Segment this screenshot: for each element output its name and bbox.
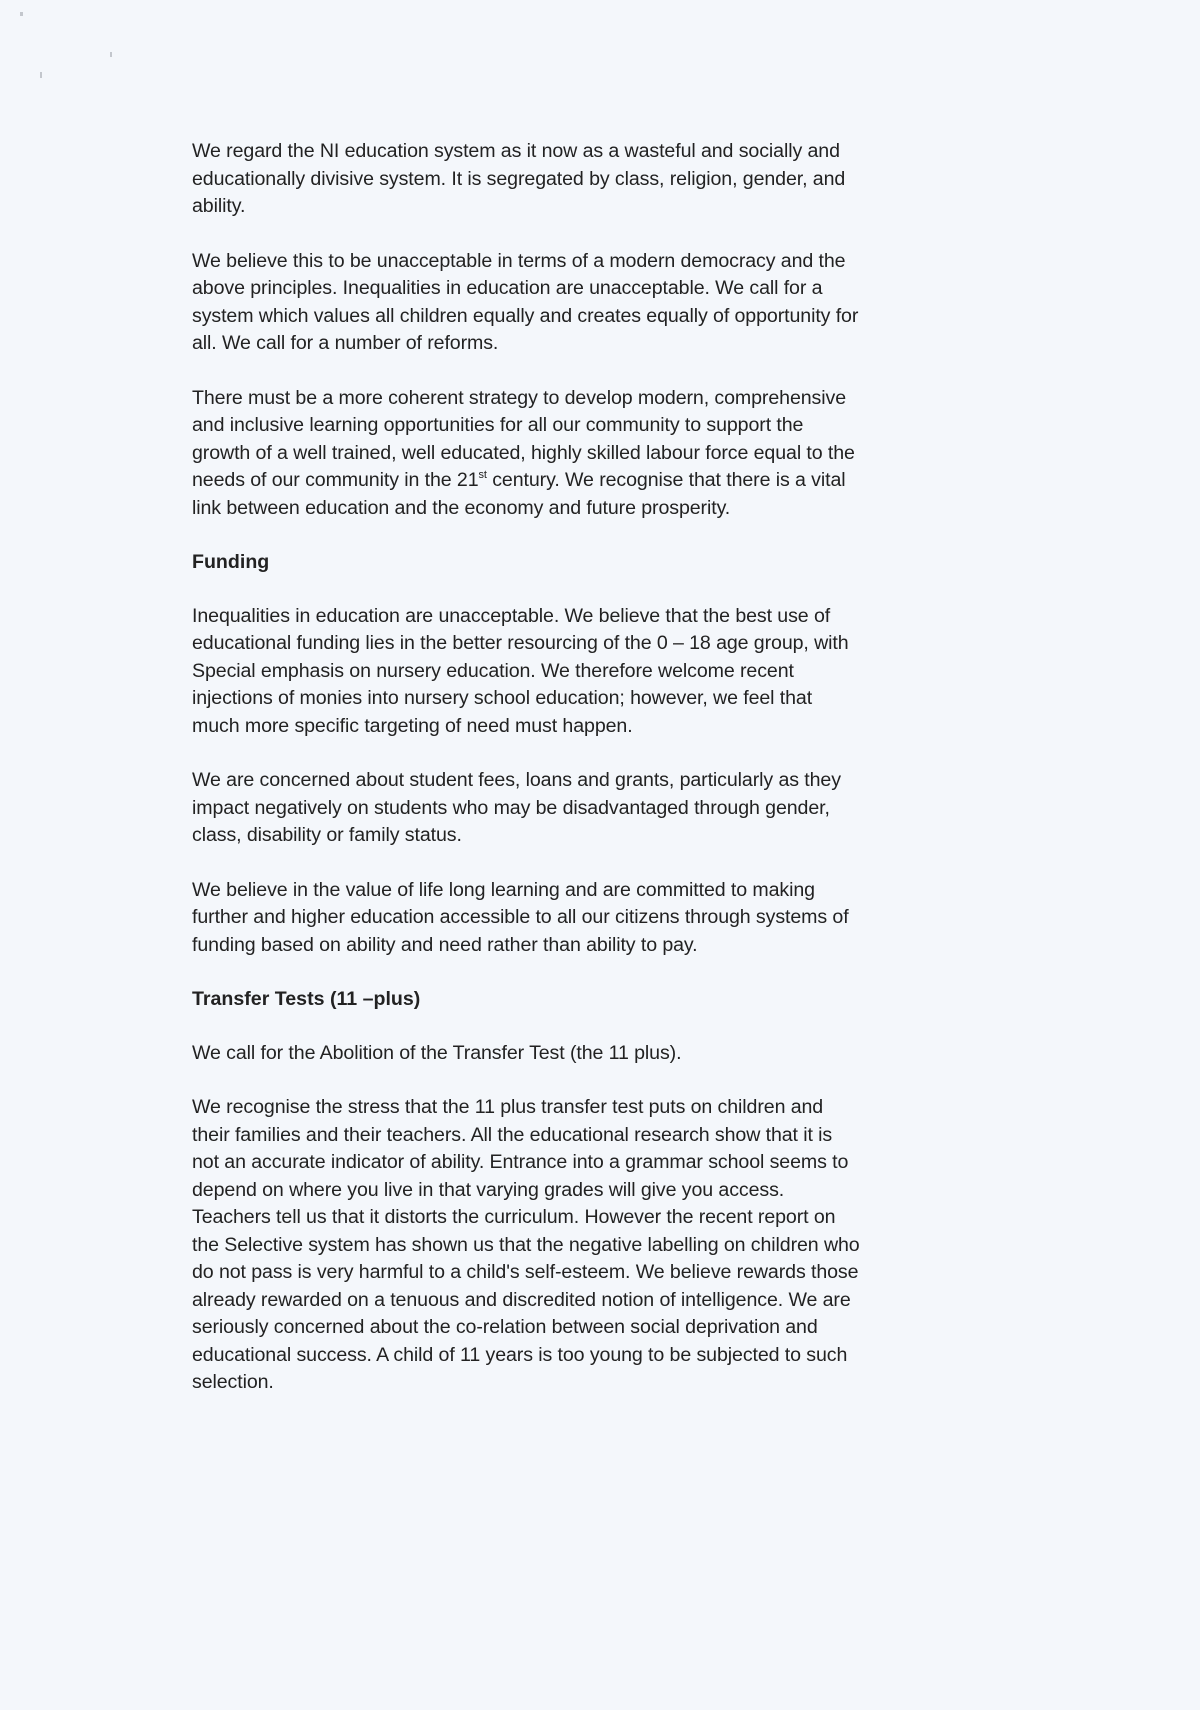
- text-line: their families and their teachers. All the educational research show that it is: [192, 1123, 833, 1146]
- section-heading: Funding: [192, 551, 270, 573]
- text-line: growth of a well trained, well educated, highly skilled labour force equal to the: [192, 441, 855, 464]
- text-line: not an accurate indicator of ability. Entrance into a grammar school seems to: [192, 1151, 849, 1173]
- text-line: We believe in the value of life long learning and are committed to making: [192, 878, 815, 901]
- text-line: injections of monies into nursery school education; however, we feel that: [192, 687, 813, 709]
- paragraph: [192, 138, 1052, 221]
- text-line: educational success. A child of 11 years is too young to be subjected to such: [192, 1343, 848, 1366]
- paragraph: [192, 1094, 1052, 1397]
- document-page: [192, 138, 1052, 1424]
- text-line: system which values all children equally and creates equally of opportunity for: [192, 304, 859, 327]
- text-line: We recognise the stress that the 11 plus transfer test puts on children and: [192, 1096, 824, 1118]
- paragraph: [192, 767, 1052, 850]
- text-line: funding based on ability and need rather than ability to pay.: [192, 933, 698, 956]
- text-line: We are concerned about student fees, loans and grants, particularly as they: [192, 769, 841, 791]
- paragraph: [192, 877, 1052, 960]
- text-line: selection.: [192, 1371, 274, 1393]
- text-line: Inequalities in education are unacceptable. We believe that the best use of: [192, 604, 831, 627]
- text-line: Teachers tell us that it distorts the curriculum. However the recent report on: [192, 1206, 836, 1228]
- text-line: link between education and the economy and future prosperity.: [192, 496, 731, 519]
- paragraph: [192, 603, 1052, 741]
- text-line: all. We call for a number of reforms.: [192, 332, 499, 354]
- section-heading: Transfer Tests (11 –plus): [192, 988, 421, 1010]
- text-line: further and higher education accessible to all our citizens through systems of: [192, 906, 849, 928]
- text-line: depend on where you live in that varying grades will give you access.: [192, 1178, 785, 1201]
- paragraph: [192, 1040, 1052, 1068]
- text-line: Special emphasis on nursery education. We therefore welcome recent: [192, 659, 794, 682]
- text-line: class, disability or family status.: [192, 824, 462, 846]
- paragraph: [192, 248, 1052, 358]
- text-line: and inclusive learning opportunities for all our community to support the: [192, 414, 804, 436]
- text-line: ability.: [192, 195, 246, 217]
- text-line: needs of our community in the 21st century. We recognise that there is a vital: [192, 469, 846, 491]
- text-line: already rewarded on a tenuous and discredited notion of intelligence. We are: [192, 1288, 851, 1311]
- text-line: seriously concerned about the co-relation between social deprivation and: [192, 1316, 818, 1338]
- text-line: There must be a more coherent strategy to develop modern, comprehensive: [192, 386, 846, 409]
- text-line: We call for the Abolition of the Transfer Test (the 11 plus).: [192, 1041, 682, 1064]
- text-line: We believe this to be unacceptable in terms of a modern democracy and the: [192, 249, 846, 272]
- text-line: much more specific targeting of need must happen.: [192, 714, 633, 737]
- text-line: the Selective system has shown us that the negative labelling on children who: [192, 1233, 860, 1256]
- text-line: impact negatively on students who may be disadvantaged through gender,: [192, 796, 830, 819]
- scan-mark: [110, 52, 112, 57]
- text-line: above principles. Inequalities in education are unacceptable. We call for a: [192, 277, 823, 299]
- text-line: educationally divisive system. It is segregated by class, religion, gender, and: [192, 167, 846, 190]
- text-line: do not pass is very harmful to a child's self-esteem. We believe rewards those: [192, 1261, 859, 1283]
- text-line: educational funding lies in the better resourcing of the 0 – 18 age group, with: [192, 632, 849, 654]
- text-line: We regard the NI education system as it now as a wasteful and socially and: [192, 140, 840, 162]
- ordinal-superscript: st: [478, 469, 487, 481]
- scan-mark: [20, 12, 23, 16]
- scan-mark: [40, 72, 42, 78]
- paragraph: [192, 385, 1052, 523]
